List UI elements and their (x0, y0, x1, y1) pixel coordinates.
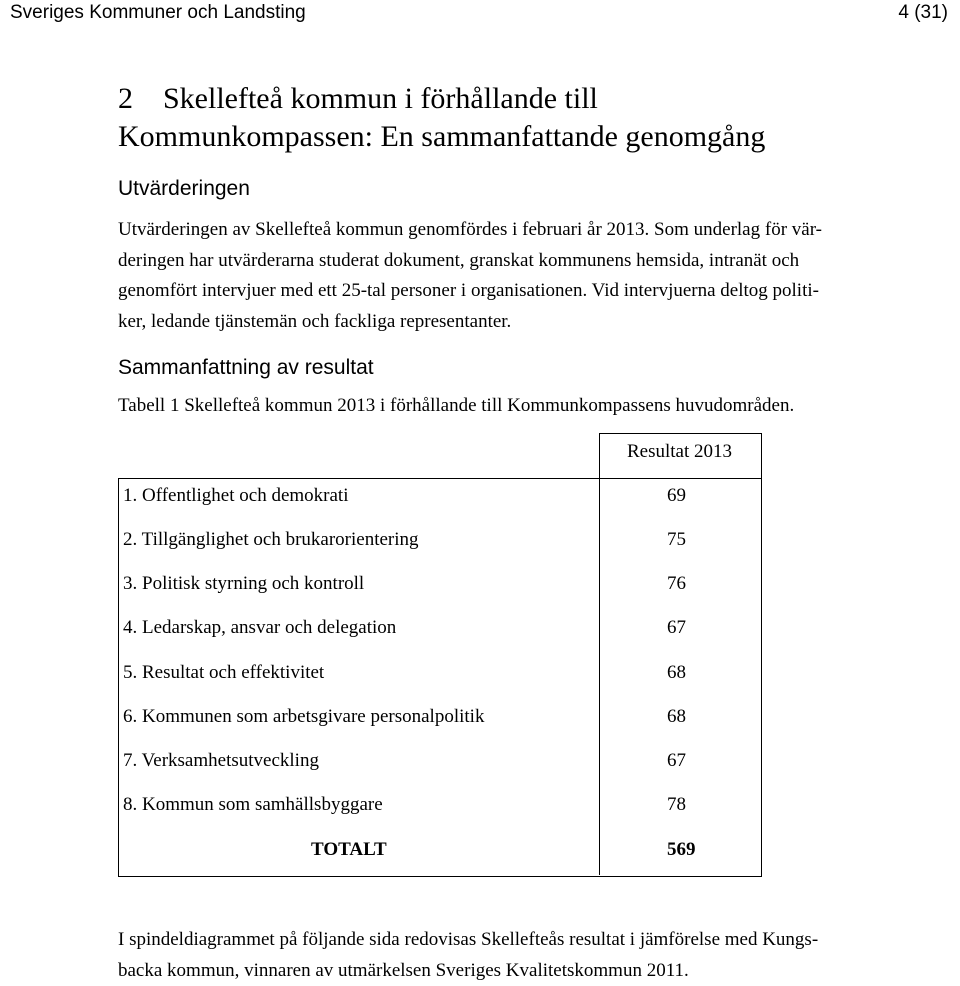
table-total-row (123, 839, 753, 883)
area-score: 67 (667, 750, 686, 772)
paragraph-line: backa kommun, vinnaren av utmärkelsen Sveriges Kvalitetskommun 2011. (118, 956, 960, 986)
area-label: 7. Verksamhetsutveckling (123, 750, 319, 772)
area-score: 68 (667, 662, 686, 684)
table-row (123, 794, 753, 838)
table-row (123, 750, 753, 794)
chapter-title-line-1: 2 Skellefteå kommun i förhållande till (118, 80, 918, 118)
total-score: 569 (667, 839, 696, 861)
table-row (123, 706, 753, 750)
area-label: 1. Offentlighet och demokrati (123, 485, 348, 507)
area-label: 4. Ledarskap, ansvar och delegation (123, 617, 396, 639)
area-label: 8. Kommun som samhällsbyggare (123, 794, 383, 816)
evaluation-paragraph (118, 215, 960, 337)
total-label: TOTALT (311, 839, 387, 861)
area-label: 6. Kommunen som arbetsgivare personalpolitik (123, 706, 484, 728)
area-score: 78 (667, 794, 686, 816)
paragraph-line: genomfört intervjuer med ett 25-tal personer i organisationen. Vid intervjuerna deltog politi- (118, 276, 960, 307)
table-row (123, 485, 753, 529)
result-column-header: Resultat 2013 (599, 441, 760, 463)
area-score: 75 (667, 529, 686, 551)
paragraph-line: I spindeldiagrammet på följande sida redovisas Skellefteås resultat i jämförelse med Kungs- (118, 925, 960, 956)
chapter-title-line-2: Kommunkompassen: En sammanfattande genomgång (118, 118, 918, 156)
table-caption: Tabell 1 Skellefteå kommun 2013 i förhållande till Kommunkompassens huvudområden. (118, 395, 794, 417)
table-row (123, 617, 753, 661)
paragraph-line: Utvärderingen av Skellefteå kommun genomfördes i februari år 2013. Som underlag för vär- (118, 215, 960, 246)
table-row (123, 573, 753, 617)
paragraph-line: ker, ledande tjänstemän och fackliga representanter. (118, 307, 960, 338)
section-heading-summary: Sammanfattning av resultat (118, 356, 374, 380)
page-number: 4 (31) (898, 2, 948, 24)
area-score: 69 (667, 485, 686, 507)
area-label: 5. Resultat och effektivitet (123, 662, 324, 684)
area-score: 67 (667, 617, 686, 639)
paragraph-line: deringen har utvärderarna studerat dokument, granskat kommunens hemsida, intranät och (118, 246, 960, 277)
header-organization: Sveriges Kommuner och Landsting (10, 2, 306, 24)
area-score: 76 (667, 573, 686, 595)
table-row (123, 529, 753, 573)
table-row (123, 662, 753, 706)
page-header (0, 0, 960, 28)
chapter-title (118, 80, 918, 156)
area-label: 2. Tillgänglighet och brukarorientering (123, 529, 419, 551)
closing-paragraph (118, 925, 960, 986)
area-score: 68 (667, 706, 686, 728)
area-label: 3. Politisk styrning och kontroll (123, 573, 364, 595)
section-heading-evaluation: Utvärderingen (118, 177, 250, 201)
